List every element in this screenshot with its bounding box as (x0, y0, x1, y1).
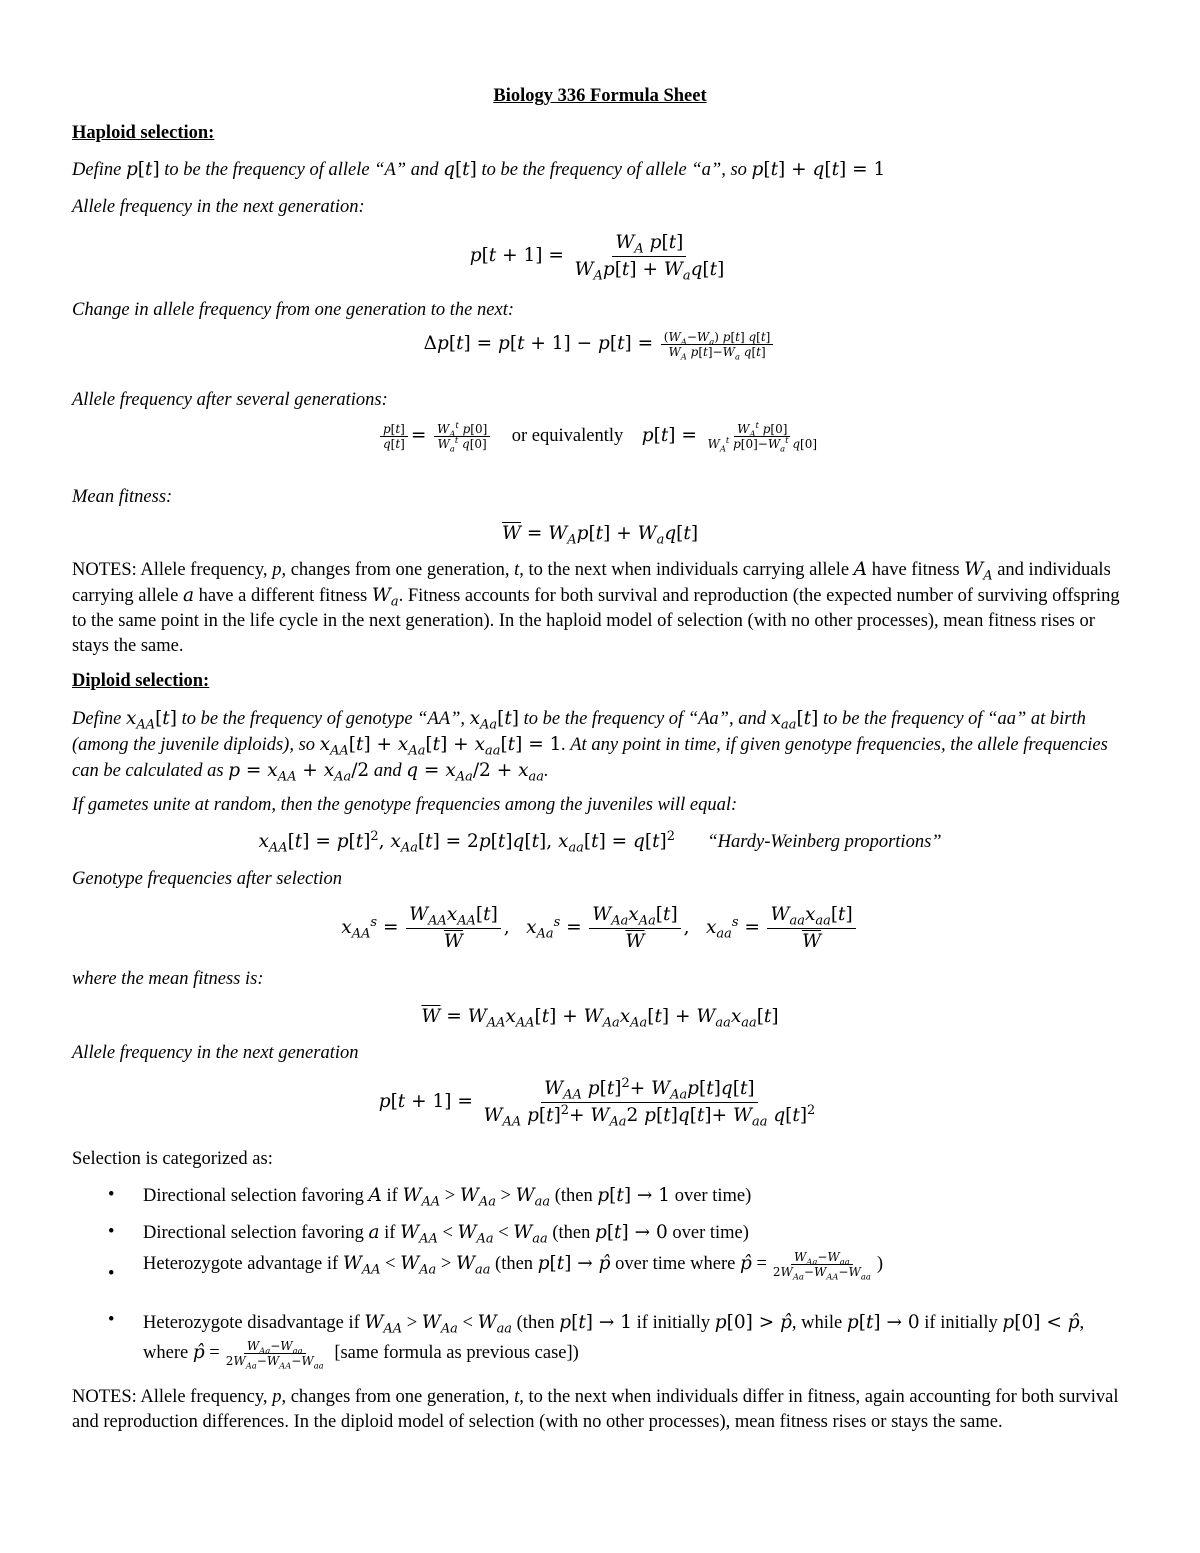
haploid-mean-label: Mean fitness: (72, 487, 173, 507)
fraction: $\frac{W_A^t p[0]}{W_a^t q[0]}$ (434, 422, 490, 451)
bullet-dot: • (108, 1264, 115, 1284)
bullet-dot: • (108, 1185, 115, 1205)
diploid-next-gen-equation: p[t + 1] = $\frac{W_{AA} p[t]^2+ W_{Aa}p[t]q[t]}{W_{AA} p[t]^2+ W_{Aa}2 p[t]q[t]+ W_{aa} q[t]^2}$ (0, 1076, 1200, 1129)
diploid-heading: Diploid selection: (72, 671, 210, 691)
haploid-next-gen-equation: p[t + 1] = $\frac{W_A p[t]}{W_Ap[t] + W_aq[t]}$ (0, 230, 1200, 283)
selection-categorized-label: Selection is categorized as: (72, 1149, 273, 1169)
hardy-weinberg-label: “Hardy-Weinberg proportions” (707, 832, 942, 852)
page-title: Biology 336 Formula Sheet (493, 86, 707, 106)
haploid-change-label: Change in allele frequency from one generation to the next: (72, 300, 514, 320)
bullet-heterozygote-advantage: Heterozygote advantage if $W_{AA} < W_{Aa} > W_{aa}$ (then p[t] → p̂ over time where p̂ = $\frac{W_{Aa}-W_{aa}}{2W_{Aa}-W_{AA}-W_{aa}}$ ) (143, 1250, 883, 1282)
bullet-directional-A: Directional selection favoring A if $W_{AA} > W_{Aa} > W_{aa}$ (then p[t] → 1 over time) (143, 1185, 752, 1210)
diploid-notes: NOTES: Allele frequency, p, changes from one generation, t, to the next when individuals differ in fitness, again accounting for both survival and reproduction differences. In the diploid model of selection (with no other processes), mean fitness rises or stays the same. (72, 1387, 1119, 1432)
haploid-notes: NOTES: Allele frequency, p, changes from one generation, t, to the next when individuals carrying allele A have fitness $W_A$ and individuals carrying allele a have a different fitness $W_a$. Fitness accounts for both survival and reproduction (the expected number of surviving offspring to the same point in the life cycle in the next generation). In the haploid model of selection (with no other processes), mean fitness rises or stays the same. (72, 559, 1120, 656)
haploid-mean-equation: $\overline{W} = W_Ap[t] + W_aq[t]$ (501, 523, 699, 548)
fraction: $\frac{p[t]}{q[t]}$ (380, 422, 408, 451)
haploid-several-label: Allele frequency after several generations: (72, 390, 388, 410)
diploid-random-label: If gametes unite at random, then the genotype frequencies among the juveniles will equal: (72, 795, 738, 815)
bullet-heterozygote-disadvantage: Heterozygote disadvantage if $W_{AA} > W_{Aa} < W_{aa}$ (then p[t] → 1 if initially p[0] > p̂, while p[t] → 0 if initially p[0] < p̂, where p̂ = $\frac{W_{Aa}-W_{aa}}{2W_{Aa}-W_{AA}-W_{aa}}$ [same formula as previous case]) (143, 1312, 1085, 1371)
bullet-dot: • (108, 1310, 115, 1330)
diploid-next-gen-label: Allele frequency in the next generation (72, 1043, 359, 1063)
fraction: $\frac{W_{AA}x_{AA}[t]}{W}$ (406, 902, 501, 955)
fraction: $\frac{W_{Aa}-W_{aa}}{2W_{Aa}-W_{AA}-W_{aa}}$ (225, 1339, 324, 1371)
fraction: $\frac{W_A^t p[0]}{W_A^t p[0]-W_a^t q[0]}$ (707, 420, 818, 454)
fraction: $\frac{W_{AA} p[t]^2+ W_{Aa}p[t]q[t]}{W_{AA} p[t]^2+ W_{Aa}2 p[t]q[t]+ W_{aa} q[t]^2}$ (483, 1075, 816, 1130)
haploid-next-gen-label: Allele frequency in the next generation: (72, 197, 365, 217)
diploid-mean-label: where the mean fitness is: (72, 969, 264, 989)
or-equivalently-text: or equivalently (511, 425, 624, 446)
hardy-weinberg-equation: $x_{AA}[t] = p[t]^2$, $x_{Aa}[t] = 2p[t]q[t]$, $x_{aa}[t] = q[t]^2$ “Hardy-Weinberg proportions” (258, 828, 942, 856)
haploid-heading: Haploid selection: (72, 123, 215, 143)
haploid-definition: Define p[t] to be the frequency of allele “A” and q[t] to be the frequency of allele “a”, so p[t] + q[t] = 1 (72, 159, 886, 180)
diploid-definition: Define $x_{AA}[t]$ to be the frequency of genotype “AA”, $x_{Aa}[t]$ to be the frequency of “Aa”, and $x_{aa}[t]$ to be the frequency of “aa” at birth (among the juvenile diploids), so $x_{AA}[t] + x_{Aa}[t] + x_{aa}[t] = 1$. At any point in time, if given genotype frequencies, the allele frequencies can be calculated as $p = x_{AA} + x_{Aa}/2$ and $q = x_{Aa}/2 + x_{aa}$. (72, 708, 1108, 785)
bullet-directional-a: Directional selection favoring a if $W_{AA} < W_{Aa} < W_{aa}$ (then p[t] → 0 over time) (143, 1222, 749, 1247)
diploid-after-selection-label: Genotype frequencies after selection (72, 869, 343, 889)
bullet-dot: • (108, 1222, 115, 1242)
fraction: $\frac{W_{aa}x_{aa}[t]}{W}$ (767, 902, 855, 955)
fraction: $\frac{W_A p[t]}{W_Ap[t] + W_aq[t]}$ (574, 232, 725, 284)
haploid-several-equation: $\frac{p[t]}{q[t]}$ = $\frac{W_A^t p[0]}{W_a^t q[0]}$ or equivalently p[t] = $\frac{W_A^t p[0]}{W_A^t p[0]-W_a^t q[0]}$ (0, 422, 1200, 451)
diploid-mean-equation: $\overline{W} = W_{AA}x_{AA}[t] + W_{Aa}x_{Aa}[t] + W_{aa}x_{aa}[t]$ (421, 1006, 779, 1031)
fraction: $\frac{W_{Aa}x_{Aa}[t]}{W}$ (589, 902, 680, 955)
haploid-change-equation: Δp[t] = p[t + 1] − p[t] = $\frac{(W_A-W_a) p[t] q[t]}{W_A p[t]-W_a q[t]}$ (0, 330, 1200, 359)
fraction: $\frac{W_{Aa}-W_{aa}}{2W_{Aa}-W_{AA}-W_{aa}}$ (772, 1250, 871, 1282)
fraction: $\frac{(W_A-W_a) p[t] q[t]}{W_A p[t]-W_a q[t]}$ (661, 330, 774, 359)
genotype-after-selection-equation: $x_{AA}^s$ = $\frac{W_{AA}x_{AA}[t]}{W}$ , $x_{Aa}^s$ = $\frac{W_{Aa}x_{Aa}[t]}{W}$ , $x_{aa}^s$ = $\frac{W_{aa}x_{aa}[t]}{W}$ (0, 902, 1200, 955)
